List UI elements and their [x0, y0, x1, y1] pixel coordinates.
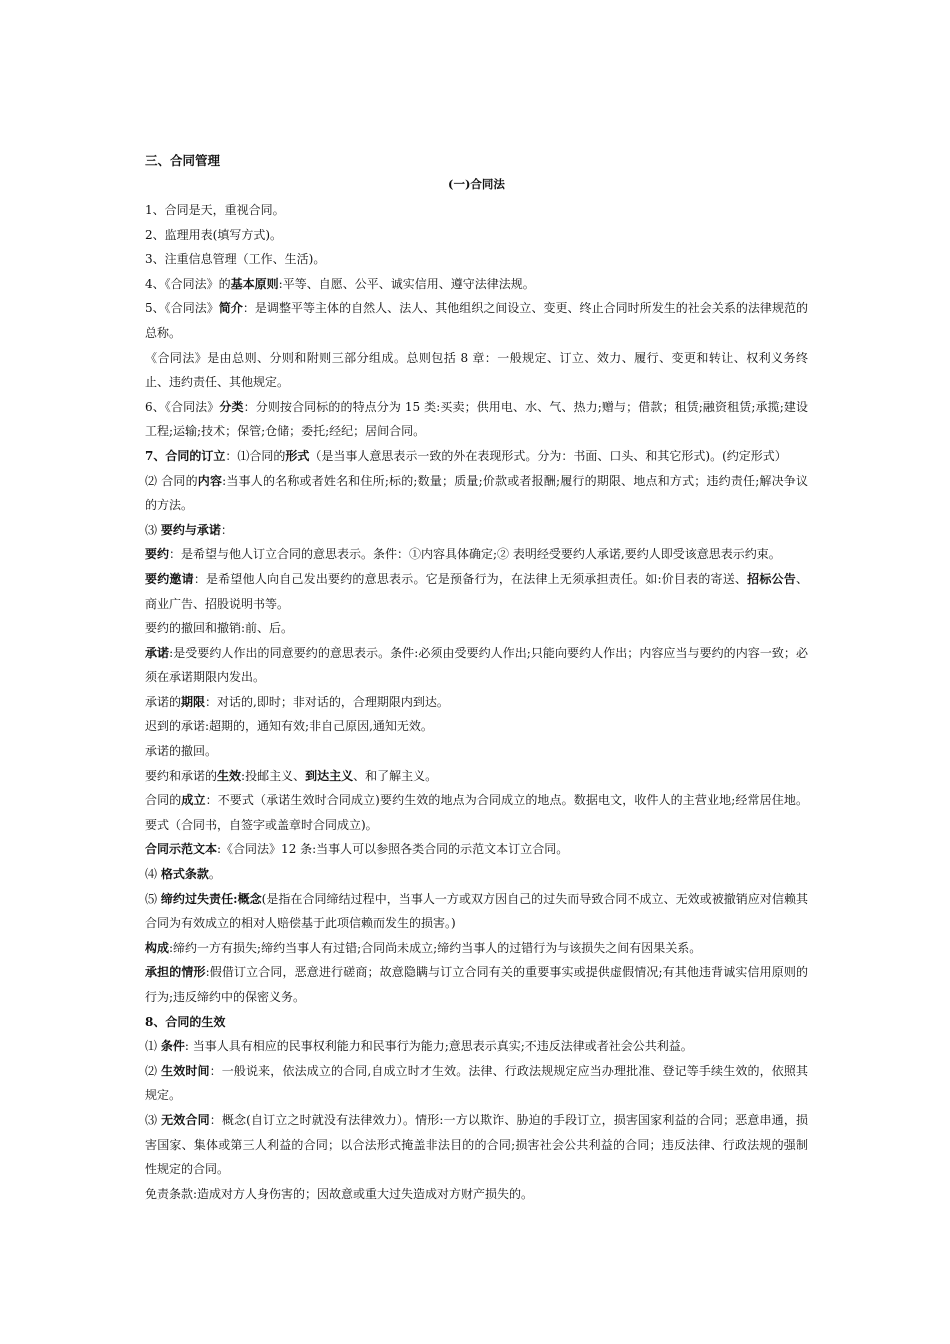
text-run: ：是希望与他人订立合同的意思表示。条件：①内容具体确定;② 表明经受要约人承诺,要约人即受该意思表示约束。: [169, 547, 781, 562]
text-run: :投邮主义、: [241, 768, 306, 783]
text-run: ：分则按合同标的的特点分为 15 类:买卖；供用电、水、气、热力;赠与；借款；租赁;融资租赁;承揽;建设工程;运输;技术；保管;仓储；委托;经纪；居间合同。: [145, 399, 808, 439]
bold-term: 8、合同的生效: [145, 1014, 226, 1029]
paragraph: [145, 1108, 808, 1182]
text-run: 承诺的撤回。: [145, 744, 218, 759]
text-run: 免责条款:造成对方人身伤害的；因故意或重大过失造成对方财产损失的。: [145, 1186, 534, 1201]
document-page: [145, 150, 808, 1206]
text-run: 合同的: [145, 793, 182, 808]
paragraph: [145, 837, 808, 862]
paragraph: [145, 247, 808, 272]
text-run: ：是希望他人向自己发出要约的意思表示。它是预备行为，在法律上无须承担责任。如:价目表的寄送、: [193, 571, 748, 586]
bold-term: 要约邀请: [145, 571, 194, 586]
section-heading: 三、合同管理: [145, 153, 221, 168]
text-run: ⑵: [145, 1063, 162, 1078]
text-run: ⑶: [145, 522, 161, 537]
text-run: 、和了解主义。: [353, 768, 438, 783]
paragraph: [145, 223, 808, 248]
paragraph: [145, 542, 808, 567]
paragraph: [145, 198, 808, 223]
bold-term: 承诺: [145, 645, 170, 660]
bold-term: 成立: [181, 793, 206, 808]
paragraph: [145, 960, 808, 1009]
paragraph: [145, 616, 808, 641]
text-run: 1、合同是天，重视合同。: [145, 203, 285, 217]
bold-term: 无效合同: [161, 1112, 210, 1127]
paragraph: [145, 395, 808, 444]
document-body: [145, 198, 808, 1206]
paragraph: [145, 444, 808, 469]
paragraph: [145, 690, 808, 715]
text-run: ：是调整平等主体的自然人、法人、其他组织之间设立、变更、终止合同时所发生的社会关系的法律规范的总称。: [145, 301, 808, 340]
bold-term: 招标公告: [747, 571, 796, 586]
text-run: ：: [220, 522, 233, 537]
text-run: (是指在合同缔结过程中，当事人一方或双方因自己的过失而导致合同不成立、无效或被撤销应对信赖其合同为有效成立的相对人赔偿基于此项信赖而发生的损害。): [145, 891, 808, 931]
paragraph: [145, 788, 808, 837]
bold-term: 到达主义: [305, 768, 354, 783]
bold-term: 生效时间: [161, 1063, 210, 1078]
text-run: 6、《合同法》: [145, 399, 220, 414]
paragraph: [145, 296, 808, 345]
paragraph: [145, 518, 808, 543]
text-run: 5、《合同法》: [145, 301, 219, 316]
bold-term: 形式: [285, 448, 310, 463]
bold-term: 要约: [145, 547, 170, 562]
text-run: :《合同法》12 条:当事人可以参照各类合同的示范文本订立合同。: [217, 842, 569, 857]
paragraph: [145, 469, 808, 518]
text-run: ：对话的,即时；非对话的，合理期限内到达。: [205, 694, 449, 709]
text-run: ⑸: [145, 891, 161, 906]
text-run: ：⑴合同的: [225, 448, 286, 463]
paragraph: [145, 936, 808, 961]
text-run: ：一般说来，依法成立的合同,自成立时才生效。法律、行政法规规定应当办理批准、登记等手续生效的，依照其规定。: [145, 1063, 808, 1103]
text-run: 、商业广告、招股说明书等。: [145, 571, 808, 611]
text-run: 要约和承诺的: [145, 768, 218, 783]
text-run: 。: [208, 867, 221, 882]
bold-term: 承担的情形: [145, 965, 206, 980]
text-run: 2、监理用表(填写方式)。: [145, 227, 282, 242]
text-run: : 当事人具有相应的民事权利能力和民事行为能力;意思表示真实;不违反法律或者社会公共利益。: [184, 1039, 693, 1054]
text-run: ⑵ 合同的: [145, 473, 198, 488]
bold-term: 要约与承诺: [160, 522, 221, 537]
bold-term: 简介: [218, 301, 243, 316]
text-run: :当事人的名称或者姓名和住所;标的;数量；质量;价款或者报酬;履行的期限、地点和方式；违约责任;解决争议的方法。: [145, 473, 808, 513]
subsection-heading: (一)合同法: [448, 177, 505, 191]
text-run: ⑷: [145, 867, 161, 882]
bold-term: 合同示范文本: [145, 842, 218, 857]
paragraph: [145, 764, 808, 789]
bold-term: 条件: [160, 1039, 185, 1054]
text-run: :假借订立合同，恶意进行磋商；故意隐瞒与订立合同有关的重要事实或提供虚假情况;有其他违背诚实信用原则的行为;违反缔约中的保密义务。: [145, 965, 808, 1004]
bold-term: 期限: [181, 694, 206, 709]
paragraph: [145, 641, 808, 690]
text-run: :是受要约人作出的同意要约的意思表示。条件:必须由受要约人作出;只能向要约人作出；内容应当与要约的内容一致；必须在承诺期限内发出。: [145, 645, 808, 685]
text-run: :平等、自愿、公平、诚实信用、遵守法律法规。: [278, 276, 535, 291]
text-run: 要约的撤回和撤销:前、后。: [145, 621, 294, 636]
paragraph: [145, 887, 808, 936]
text-run: ：不要式（承诺生效时合同成立)要约生效的地点为合同成立的地点。数据电文，收件人的主营业地;经常居住地。要式（合同书，自签字或盖章时合同成立)。: [145, 793, 808, 832]
bold-term: 基本原则: [230, 276, 279, 291]
text-run: 承诺的: [145, 694, 182, 709]
text-run: ⑴: [145, 1039, 161, 1054]
paragraph: [145, 714, 808, 739]
bold-term: 7、合同的订立: [145, 448, 226, 463]
text-run: （是当事人意思表示一致的外在表现形式。分为：书面、口头、和其它形式)。(约定形式）: [309, 448, 787, 463]
bold-term: 生效: [217, 768, 242, 783]
paragraph: [145, 272, 808, 297]
paragraph: [145, 567, 808, 616]
paragraph: [145, 1182, 808, 1207]
text-run: ：概念(自订立之时就没有法律效力）。情形:一方以欺诈、胁迫的手段订立，损害国家利益的合同；恶意串通，损害国家、集体或第三人利益的合同；以合法形式掩盖非法目的的合同;损害社会公共利益的合同；违反法律、行政法规的强制性规定的合同。: [145, 1112, 808, 1177]
paragraph: [145, 346, 808, 395]
text-run: :缔约一方有损失;缔约当事人有过错;合同尚未成立;缔约当事人的过错行为与该损失之间有因果关系。: [169, 940, 702, 955]
paragraph: [145, 739, 808, 764]
bold-term: 分类: [219, 399, 244, 414]
text-run: 4、《合同法》的: [145, 276, 231, 291]
text-run: 《合同法》是由总则、分则和附则三部分组成。总则包括 8 章：一般规定、订立、效力、履行、变更和转让、权利义务终止、违约责任、其他规定。: [145, 350, 808, 390]
paragraph: [145, 1059, 808, 1108]
paragraph: [145, 1034, 808, 1059]
paragraph: [145, 862, 808, 887]
bold-term: 内容: [197, 473, 223, 488]
text-run: 迟到的承诺:超期的，通知有效;非自己原因,通知无效。: [145, 719, 433, 734]
text-run: 3、注重信息管理（工作、生活)。: [145, 252, 326, 267]
bold-term: 构成: [145, 940, 170, 955]
paragraph: [145, 1010, 808, 1035]
bold-term: 缔约过失责任:概念: [160, 891, 262, 906]
bold-term: 格式条款: [160, 867, 209, 882]
text-run: ⑶: [145, 1112, 162, 1127]
